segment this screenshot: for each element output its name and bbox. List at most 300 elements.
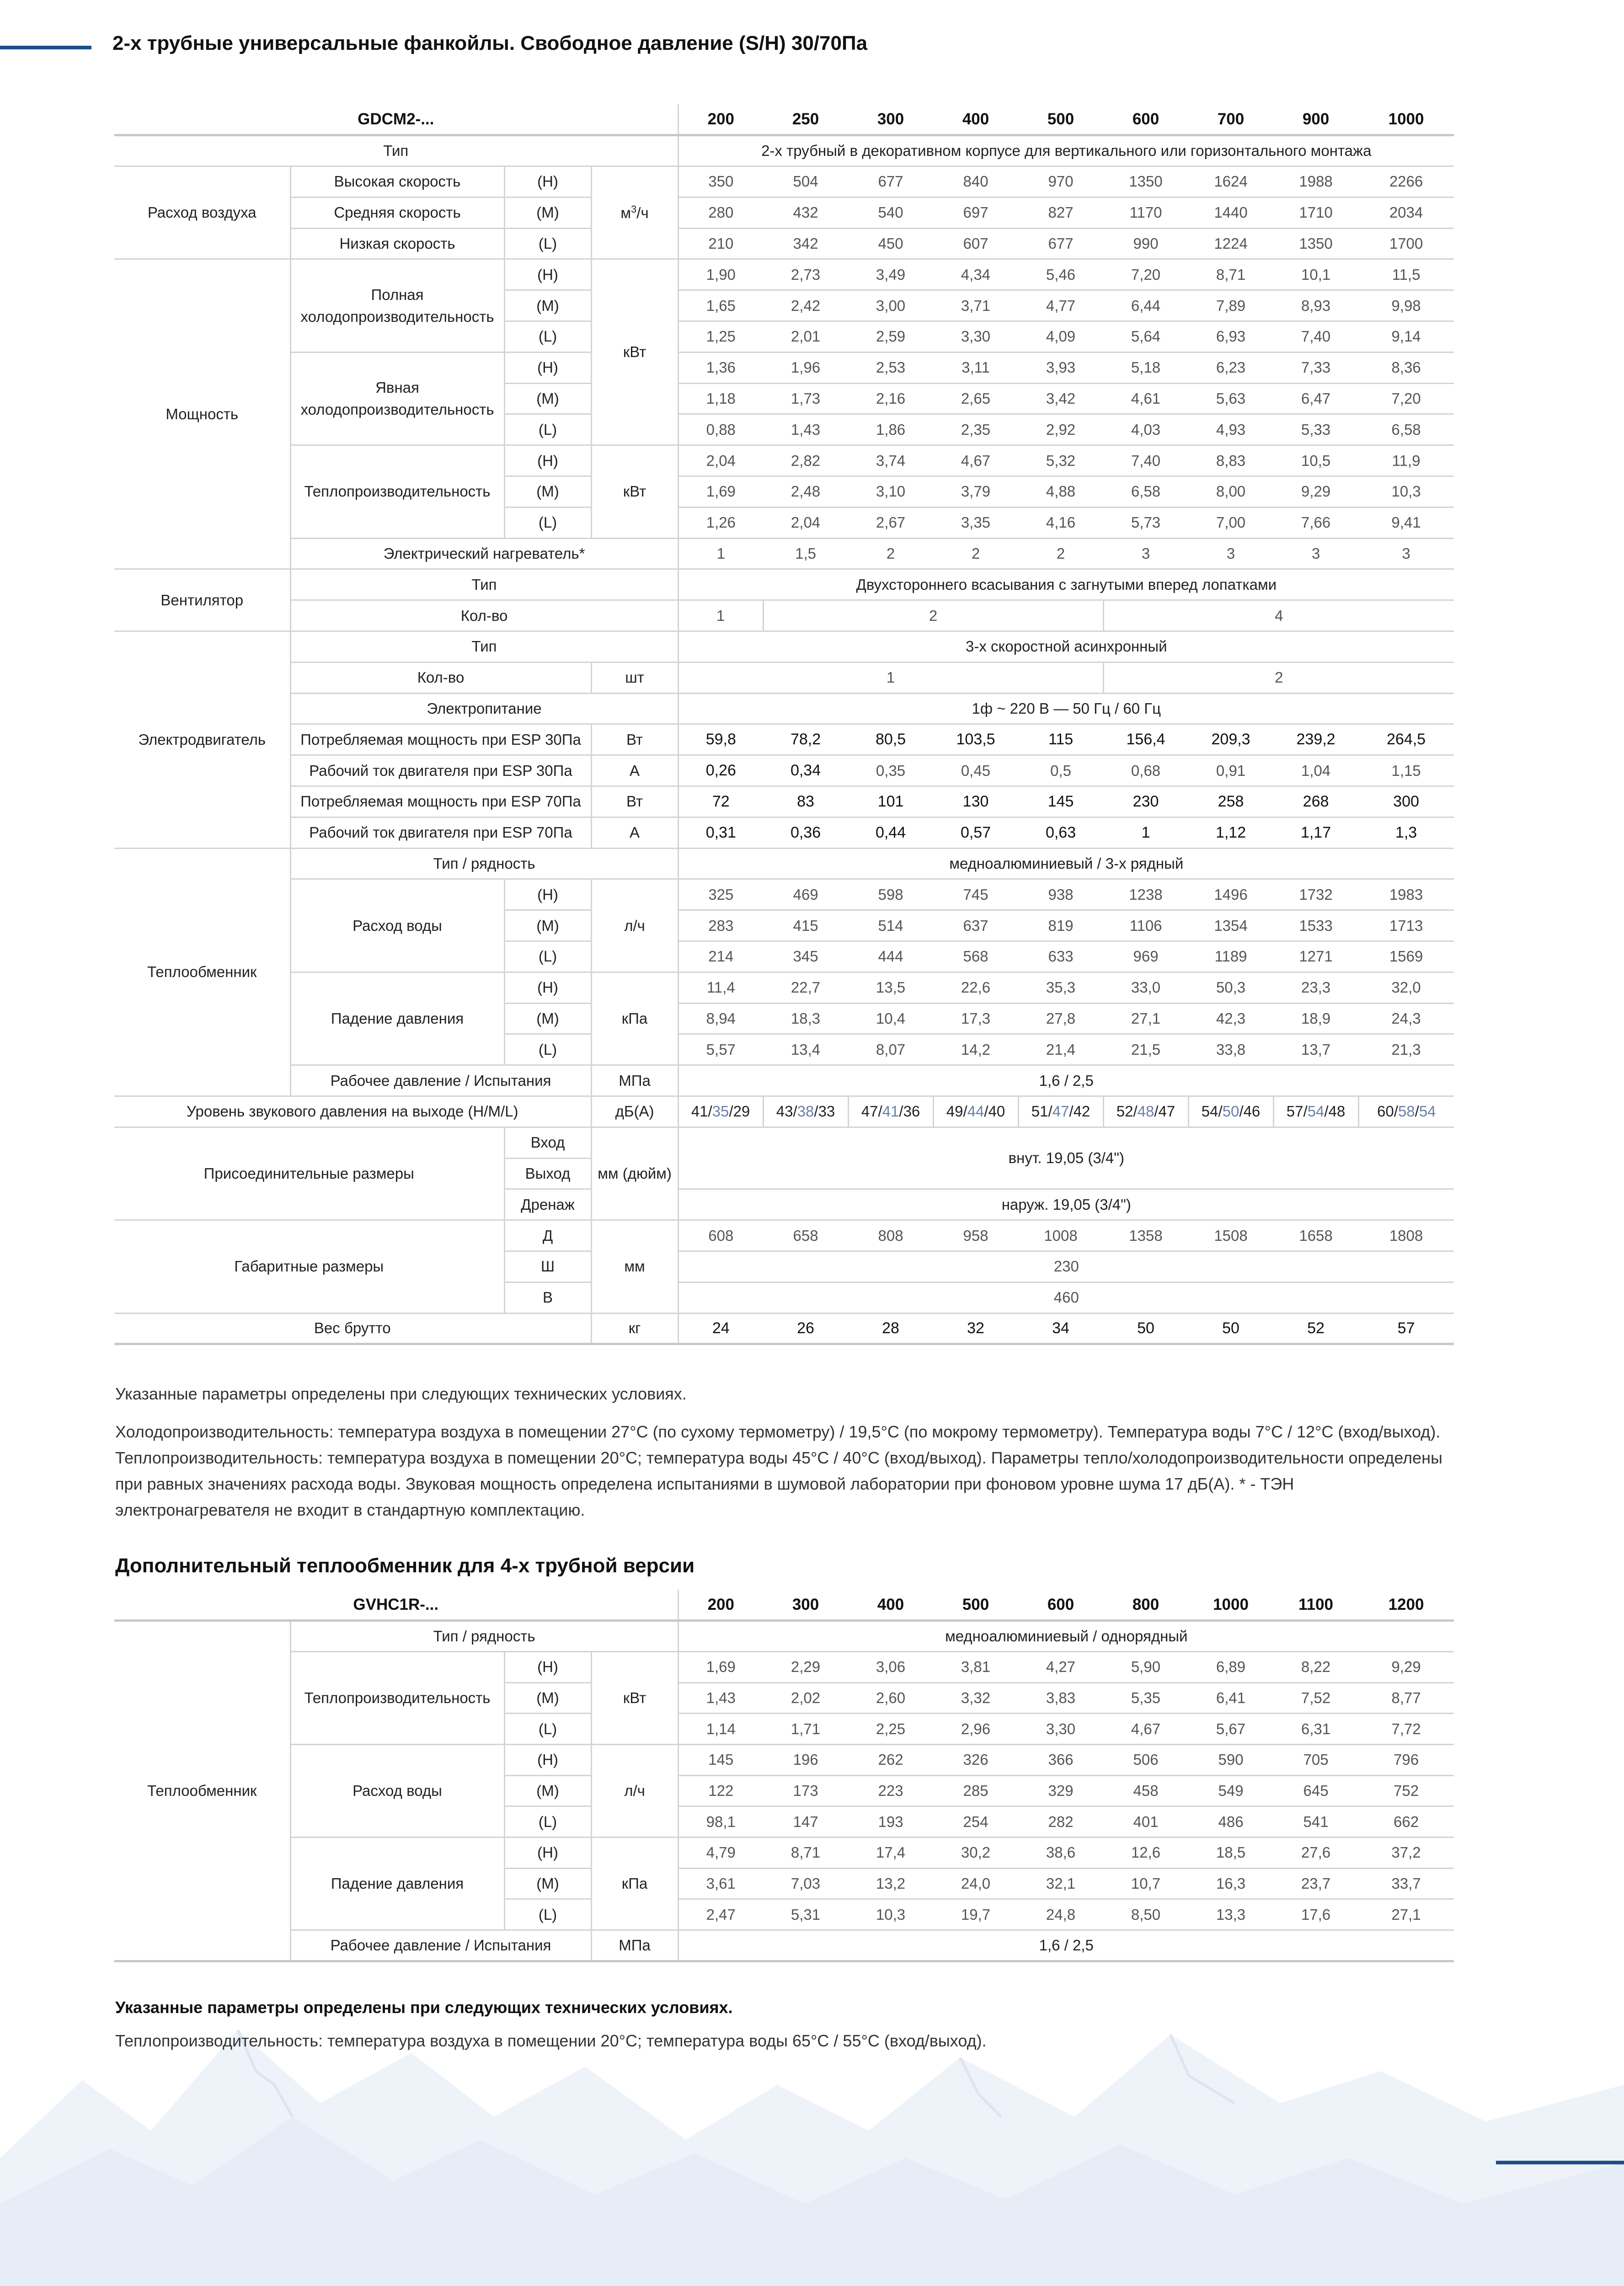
noise-h: 47 — [861, 1103, 878, 1120]
weight-value: 50 — [1103, 1313, 1188, 1344]
cooling-value: 1,25 — [678, 321, 763, 353]
work-pressure-value: 1,6 / 2,5 — [678, 1930, 1454, 1961]
pressure-drop-name: Падение давления — [290, 1837, 504, 1930]
weight-row — [114, 1313, 1454, 1344]
heater-value: 3 — [1358, 538, 1454, 569]
heating-value: 2,48 — [763, 476, 848, 507]
motor-value: 230 — [1103, 786, 1188, 817]
pressure-drop-value: 18,5 — [1188, 1837, 1273, 1869]
connection-inout-value: внут. 19,05 (3/4") — [678, 1127, 1454, 1189]
noise-m: 44 — [967, 1103, 984, 1120]
heater-value: 1 — [678, 538, 763, 569]
motor-value: 130 — [933, 786, 1018, 817]
model-col: 500 — [1018, 104, 1103, 135]
exchanger-group: Теплообменник — [114, 1621, 290, 1961]
speed-code: (M) — [504, 1003, 591, 1034]
motor-supply-label: Электропитание — [290, 693, 678, 724]
model-col: 600 — [1103, 104, 1188, 135]
work-pressure-unit: МПа — [591, 1065, 678, 1096]
fan-type-label: Тип — [290, 569, 678, 600]
sensible-value: 1,86 — [848, 414, 933, 445]
noise-h: 52 — [1116, 1103, 1133, 1120]
water-flow-value: 637 — [933, 910, 1018, 941]
model-col: 700 — [1188, 104, 1273, 135]
heating-value: 8,83 — [1188, 445, 1273, 476]
dimensions-unit: мм — [591, 1220, 678, 1313]
heating-value: 8,77 — [1358, 1682, 1454, 1714]
airflow-value: 432 — [763, 197, 848, 228]
sensible-value: 5,63 — [1188, 383, 1273, 414]
sensible-value: 1,73 — [763, 383, 848, 414]
motor-qty-label: Кол-во — [290, 662, 591, 693]
water-flow-row-h — [114, 1744, 1454, 1775]
water-flow-value: 469 — [763, 879, 848, 910]
notes-4pipe-text: Теплопроизводительность: температура воздуха в помещении 20°С; температура воды 65°С / 55°С (вход/выход). — [115, 2031, 987, 2050]
length-value: 658 — [763, 1220, 848, 1251]
pressure-drop-value: 21,4 — [1018, 1034, 1103, 1065]
heating-value: 6,31 — [1273, 1714, 1358, 1745]
noise-h: 54 — [1201, 1103, 1218, 1120]
cooling-value: 5,46 — [1018, 259, 1103, 290]
total-cooling-row-h — [114, 259, 1454, 290]
water-flow-value: 1569 — [1358, 941, 1454, 972]
water-flow-value: 415 — [763, 910, 848, 941]
heating-value: 4,67 — [933, 445, 1018, 476]
noise-value: 41/35/29 — [678, 1096, 763, 1127]
exchanger-type-row — [114, 848, 1454, 879]
motor-group: Электродвигатель — [114, 631, 290, 849]
sensible-value: 2,92 — [1018, 414, 1103, 445]
airflow-value: 350 — [678, 166, 763, 198]
noise-h: 49 — [946, 1103, 963, 1120]
pressure-drop-row-h — [114, 972, 1454, 1003]
length-value: 808 — [848, 1220, 933, 1251]
pressure-drop-row-h — [114, 1837, 1454, 1869]
noise-name: Уровень звукового давления на выходе (H/M/L) — [114, 1096, 591, 1127]
motor-param-unit: Вт — [591, 724, 678, 755]
sensible-value: 7,20 — [1358, 383, 1454, 414]
water-flow-value: 745 — [933, 879, 1018, 910]
airflow-value: 1224 — [1188, 228, 1273, 259]
length-value: 1358 — [1103, 1220, 1188, 1251]
cooling-value: 3,71 — [933, 290, 1018, 321]
sensible-value: 3,42 — [1018, 383, 1103, 414]
spec-table-4pipe — [114, 1590, 1454, 1962]
airflow-row-l — [114, 228, 1454, 259]
motor-param-name: Рабочий ток двигателя при ESP 30Па — [290, 755, 591, 786]
airflow-value: 2266 — [1358, 166, 1454, 198]
water-flow-value: 173 — [763, 1775, 848, 1806]
pressure-drop-value: 8,71 — [763, 1837, 848, 1869]
motor-param-unit: Вт — [591, 786, 678, 817]
motor-value: 156,4 — [1103, 724, 1188, 755]
motor-value: 1,15 — [1358, 755, 1454, 786]
motor-value: 80,5 — [848, 724, 933, 755]
heating-value: 7,72 — [1358, 1714, 1454, 1745]
noise-h: 60 — [1377, 1103, 1394, 1120]
model-col: 800 — [1103, 1590, 1188, 1621]
heating-value: 2,25 — [848, 1714, 933, 1745]
pressure-drop-value: 42,3 — [1188, 1003, 1273, 1034]
cooling-value: 8,93 — [1273, 290, 1358, 321]
length-value: 1508 — [1188, 1220, 1273, 1251]
airflow-value: 1988 — [1273, 166, 1358, 198]
pressure-drop-value: 10,7 — [1103, 1868, 1188, 1899]
heating-value: 3,32 — [933, 1682, 1018, 1714]
airflow-value: 677 — [848, 166, 933, 198]
noise-l: 40 — [988, 1103, 1005, 1120]
model-col: 300 — [763, 1590, 848, 1621]
heating-value: 4,88 — [1018, 476, 1103, 507]
speed-code: (H) — [504, 1744, 591, 1775]
heating-value: 2,96 — [933, 1714, 1018, 1745]
work-pressure-unit: МПа — [591, 1930, 678, 1961]
accent-line-top — [0, 46, 91, 49]
heating-value: 1,71 — [763, 1714, 848, 1745]
connection-inlet-row — [114, 1127, 1454, 1158]
weight-unit: кг — [591, 1313, 678, 1344]
water-flow-value: 326 — [933, 1744, 1018, 1775]
motor-type-row — [114, 631, 1454, 662]
heating-value: 1,69 — [678, 1651, 763, 1682]
sensible-value: 1,43 — [763, 414, 848, 445]
pressure-drop-value: 13,3 — [1188, 1899, 1273, 1930]
pressure-drop-value: 18,3 — [763, 1003, 848, 1034]
motor-value: 0,45 — [933, 755, 1018, 786]
cooling-value: 11,5 — [1358, 259, 1454, 290]
accent-line-bottom — [1496, 2161, 1624, 2164]
heating-value: 4,67 — [1103, 1714, 1188, 1745]
model-col: 1000 — [1188, 1590, 1273, 1621]
noise-m: 48 — [1137, 1103, 1154, 1120]
water-flow-value: 1713 — [1358, 910, 1454, 941]
pressure-drop-value: 35,3 — [1018, 972, 1103, 1003]
water-flow-value: 98,1 — [678, 1806, 763, 1837]
motor-power-30-row — [114, 724, 1454, 755]
weight-value: 28 — [848, 1313, 933, 1344]
airflow-value: 1170 — [1103, 197, 1188, 228]
water-flow-value: 262 — [848, 1744, 933, 1775]
pressure-drop-value: 33,8 — [1188, 1034, 1273, 1065]
cooling-value: 4,34 — [933, 259, 1018, 290]
heating-value: 9,41 — [1358, 507, 1454, 538]
length-value: 1008 — [1018, 1220, 1103, 1251]
heating-value: 6,41 — [1188, 1682, 1273, 1714]
length-value: 1808 — [1358, 1220, 1454, 1251]
noise-l: 46 — [1243, 1103, 1261, 1120]
cooling-value: 5,64 — [1103, 321, 1188, 353]
pressure-drop-value: 10,4 — [848, 1003, 933, 1034]
sensible-value: 3,93 — [1018, 352, 1103, 383]
speed-code: (H) — [504, 259, 591, 290]
pressure-drop-value: 37,2 — [1358, 1837, 1454, 1869]
pressure-drop-value: 17,4 — [848, 1837, 933, 1869]
connection-inlet-label: Вход — [504, 1127, 591, 1158]
weight-name: Вес брутто — [114, 1313, 591, 1344]
heating-row-h — [114, 445, 1454, 476]
pressure-drop-value: 5,57 — [678, 1034, 763, 1065]
motor-param-name: Рабочий ток двигателя при ESP 70Па — [290, 817, 591, 848]
noise-m: 58 — [1398, 1103, 1415, 1120]
speed-code: (H) — [504, 352, 591, 383]
noise-m: 38 — [797, 1103, 814, 1120]
length-value: 608 — [678, 1220, 763, 1251]
motor-qty-row — [114, 662, 1454, 693]
motor-value: 0,44 — [848, 817, 933, 848]
noise-value: 51/47/42 — [1018, 1096, 1103, 1127]
fan-qty-value: 1 — [678, 600, 763, 631]
speed-code: (H) — [504, 1837, 591, 1869]
heater-value: 3 — [1103, 538, 1188, 569]
heater-value: 2 — [933, 538, 1018, 569]
fan-qty-value: 2 — [763, 600, 1103, 631]
heating-value: 6,58 — [1103, 476, 1188, 507]
motor-value: 0,5 — [1018, 755, 1103, 786]
pressure-drop-value: 8,94 — [678, 1003, 763, 1034]
motor-qty-unit: шт — [591, 662, 678, 693]
sensible-value: 2,53 — [848, 352, 933, 383]
motor-current-30-row — [114, 755, 1454, 786]
airflow-value: 827 — [1018, 197, 1103, 228]
heater-row — [114, 538, 1454, 569]
header-row — [114, 104, 1454, 135]
heating-value: 2,82 — [763, 445, 848, 476]
notes-4pipe — [115, 1994, 1450, 2066]
pressure-drop-value: 13,4 — [763, 1034, 848, 1065]
spec-table-main — [114, 104, 1454, 1345]
water-flow-value: 1106 — [1103, 910, 1188, 941]
length-value: 958 — [933, 1220, 1018, 1251]
pressure-drop-value: 24,8 — [1018, 1899, 1103, 1930]
motor-value: 0,63 — [1018, 817, 1103, 848]
model-col: 1000 — [1358, 104, 1454, 135]
dimension-length-row — [114, 1220, 1454, 1251]
sensible-cooling-row-h — [114, 352, 1454, 383]
motor-supply-value: 1ф ~ 220 В — 50 Гц / 60 Гц — [678, 693, 1454, 724]
speed-code: (L) — [504, 414, 591, 445]
water-flow-value: 1354 — [1188, 910, 1273, 941]
pressure-drop-value: 33,0 — [1103, 972, 1188, 1003]
water-flow-value: 486 — [1188, 1806, 1273, 1837]
motor-value: 300 — [1358, 786, 1454, 817]
airflow-group: Расход воздуха — [114, 166, 290, 259]
header-row — [114, 1590, 1454, 1621]
pressure-drop-value: 27,8 — [1018, 1003, 1103, 1034]
noise-m: 41 — [882, 1103, 899, 1120]
heating-name: Теплопроизводительность — [290, 1651, 504, 1744]
cooling-value: 3,00 — [848, 290, 933, 321]
pressure-drop-value: 17,6 — [1273, 1899, 1358, 1930]
pressure-drop-value: 10,3 — [848, 1899, 933, 1930]
motor-value: 115 — [1018, 724, 1103, 755]
noise-value: 43/38/33 — [763, 1096, 848, 1127]
motor-value: 1,12 — [1188, 817, 1273, 848]
noise-l: 47 — [1158, 1103, 1175, 1120]
water-flow-value: 1271 — [1273, 941, 1358, 972]
water-flow-value: 1732 — [1273, 879, 1358, 910]
water-flow-value: 444 — [848, 941, 933, 972]
sensible-value: 1,36 — [678, 352, 763, 383]
water-flow-value: 196 — [763, 1744, 848, 1775]
speed-code: (H) — [504, 972, 591, 1003]
water-flow-value: 282 — [1018, 1806, 1103, 1837]
noise-l: 48 — [1328, 1103, 1346, 1120]
water-flow-row-h — [114, 879, 1454, 910]
exchanger-type-label: Тип / рядность — [290, 848, 678, 879]
pressure-drop-value: 19,7 — [933, 1899, 1018, 1930]
water-flow-value: 662 — [1358, 1806, 1454, 1837]
pressure-drop-value: 13,2 — [848, 1868, 933, 1899]
work-pressure-row — [114, 1065, 1454, 1096]
sensible-value: 2,65 — [933, 383, 1018, 414]
motor-value: 258 — [1188, 786, 1273, 817]
model-col: 200 — [678, 104, 763, 135]
airflow-value: 2034 — [1358, 197, 1454, 228]
dimension-width-label: Ш — [504, 1251, 591, 1282]
fan-group: Вентилятор — [114, 569, 290, 631]
noise-l: 29 — [733, 1103, 750, 1120]
airflow-value: 1350 — [1273, 228, 1358, 259]
cooling-value: 7,40 — [1273, 321, 1358, 353]
pressure-drop-value: 11,4 — [678, 972, 763, 1003]
cooling-value: 9,98 — [1358, 290, 1454, 321]
dimension-length-label: Д — [504, 1220, 591, 1251]
water-flow-value: 193 — [848, 1806, 933, 1837]
motor-power-70-row — [114, 786, 1454, 817]
water-flow-unit: л/ч — [591, 1744, 678, 1837]
heating-unit: кВт — [591, 1651, 678, 1744]
cooling-value: 2,59 — [848, 321, 933, 353]
water-flow-value: 969 — [1103, 941, 1188, 972]
weight-value: 34 — [1018, 1313, 1103, 1344]
heating-value: 10,5 — [1273, 445, 1358, 476]
speed-code: (M) — [504, 910, 591, 941]
type-label: Тип / рядность — [290, 1621, 678, 1652]
weight-value: 32 — [933, 1313, 1018, 1344]
motor-value: 0,35 — [848, 755, 933, 786]
speed-code: (H) — [504, 166, 591, 198]
work-pressure-name: Рабочее давление / Испытания — [290, 1065, 591, 1096]
pressure-drop-value: 21,5 — [1103, 1034, 1188, 1065]
motor-type-label: Тип — [290, 631, 678, 662]
exchanger-type-value: медноалюминиевый / 3-х рядный — [678, 848, 1454, 879]
notes-main — [115, 1381, 1450, 1535]
sensible-value: 0,88 — [678, 414, 763, 445]
pressure-drop-value: 24,3 — [1358, 1003, 1454, 1034]
airflow-value: 1710 — [1273, 197, 1358, 228]
motor-value: 0,68 — [1103, 755, 1188, 786]
heating-value: 5,73 — [1103, 507, 1188, 538]
pressure-drop-value: 50,3 — [1188, 972, 1273, 1003]
motor-value: 239,2 — [1273, 724, 1358, 755]
airflow-name: Средняя скорость — [290, 197, 504, 228]
pressure-drop-value: 27,1 — [1358, 1899, 1454, 1930]
heater-value: 2 — [848, 538, 933, 569]
noise-value: 60/58/54 — [1358, 1096, 1454, 1127]
noise-value: 52/48/47 — [1103, 1096, 1188, 1127]
water-flow-value: 458 — [1103, 1775, 1188, 1806]
airflow-value: 677 — [1018, 228, 1103, 259]
heating-value: 9,29 — [1358, 1651, 1454, 1682]
connection-drain-label: Дренаж — [504, 1189, 591, 1220]
dimension-height-label: В — [504, 1282, 591, 1313]
motor-value: 0,26 — [678, 755, 763, 786]
motor-value: 103,5 — [933, 724, 1018, 755]
motor-qty-value: 1 — [678, 662, 1103, 693]
work-pressure-row — [114, 1930, 1454, 1961]
water-flow-value: 1238 — [1103, 879, 1188, 910]
sensible-value: 1,18 — [678, 383, 763, 414]
noise-m: 50 — [1222, 1103, 1239, 1120]
weight-value: 57 — [1358, 1313, 1454, 1344]
heating-value: 2,67 — [848, 507, 933, 538]
cooling-value: 9,14 — [1358, 321, 1454, 353]
power-group: Мощность — [114, 259, 290, 569]
motor-value: 78,2 — [763, 724, 848, 755]
water-flow-value: 401 — [1103, 1806, 1188, 1837]
pressure-drop-value: 27,1 — [1103, 1003, 1188, 1034]
speed-code: (L) — [504, 1034, 591, 1065]
airflow-value: 450 — [848, 228, 933, 259]
sensible-value: 8,36 — [1358, 352, 1454, 383]
work-pressure-name: Рабочее давление / Испытания — [290, 1930, 591, 1961]
water-flow-name: Расход воды — [290, 1744, 504, 1837]
motor-param-name: Потребляемая мощность при ESP 70Па — [290, 786, 591, 817]
cooling-value: 2,01 — [763, 321, 848, 353]
motor-value: 1,3 — [1358, 817, 1454, 848]
connections-unit: мм (дюйм) — [591, 1127, 678, 1220]
noise-unit: дБ(А) — [591, 1096, 678, 1127]
type-label: Тип — [114, 135, 678, 166]
motor-supply-row — [114, 693, 1454, 724]
pressure-drop-value: 7,03 — [763, 1868, 848, 1899]
speed-code: (L) — [504, 1899, 591, 1930]
exchanger-group: Теплообменник — [114, 848, 290, 1096]
water-flow-value: 590 — [1188, 1744, 1273, 1775]
heating-value: 5,32 — [1018, 445, 1103, 476]
heating-value: 3,74 — [848, 445, 933, 476]
motor-value: 0,31 — [678, 817, 763, 848]
heating-value: 3,10 — [848, 476, 933, 507]
heating-value: 6,89 — [1188, 1651, 1273, 1682]
dimensions-group: Габаритные размеры — [114, 1220, 504, 1313]
heating-value: 7,40 — [1103, 445, 1188, 476]
water-flow-value: 506 — [1103, 1744, 1188, 1775]
water-flow-value: 285 — [933, 1775, 1018, 1806]
heater-value: 1,5 — [763, 538, 848, 569]
cooling-value: 3,30 — [933, 321, 1018, 353]
sensible-value: 4,03 — [1103, 414, 1188, 445]
cooling-unit: кВт — [591, 259, 678, 445]
airflow-unit: $м^3/ч$ — [591, 166, 678, 259]
airflow-value: 607 — [933, 228, 1018, 259]
motor-current-70-row — [114, 817, 1454, 848]
pressure-drop-value: 27,6 — [1273, 1837, 1358, 1869]
heater-name: Электрический нагреватель* — [290, 538, 678, 569]
speed-code: (M) — [504, 290, 591, 321]
pressure-drop-value: 32,1 — [1018, 1868, 1103, 1899]
sensible-cooling-name: Явная холодопроизводительность — [290, 352, 504, 445]
model-col: 400 — [848, 1590, 933, 1621]
water-flow-unit: л/ч — [591, 879, 678, 972]
heating-unit: кВт — [591, 445, 678, 538]
noise-h: 41 — [691, 1103, 708, 1120]
pressure-drop-value: 33,7 — [1358, 1868, 1454, 1899]
heating-value: 1,69 — [678, 476, 763, 507]
airflow-value: 210 — [678, 228, 763, 259]
speed-code: (M) — [504, 1775, 591, 1806]
noise-l: 42 — [1073, 1103, 1090, 1120]
